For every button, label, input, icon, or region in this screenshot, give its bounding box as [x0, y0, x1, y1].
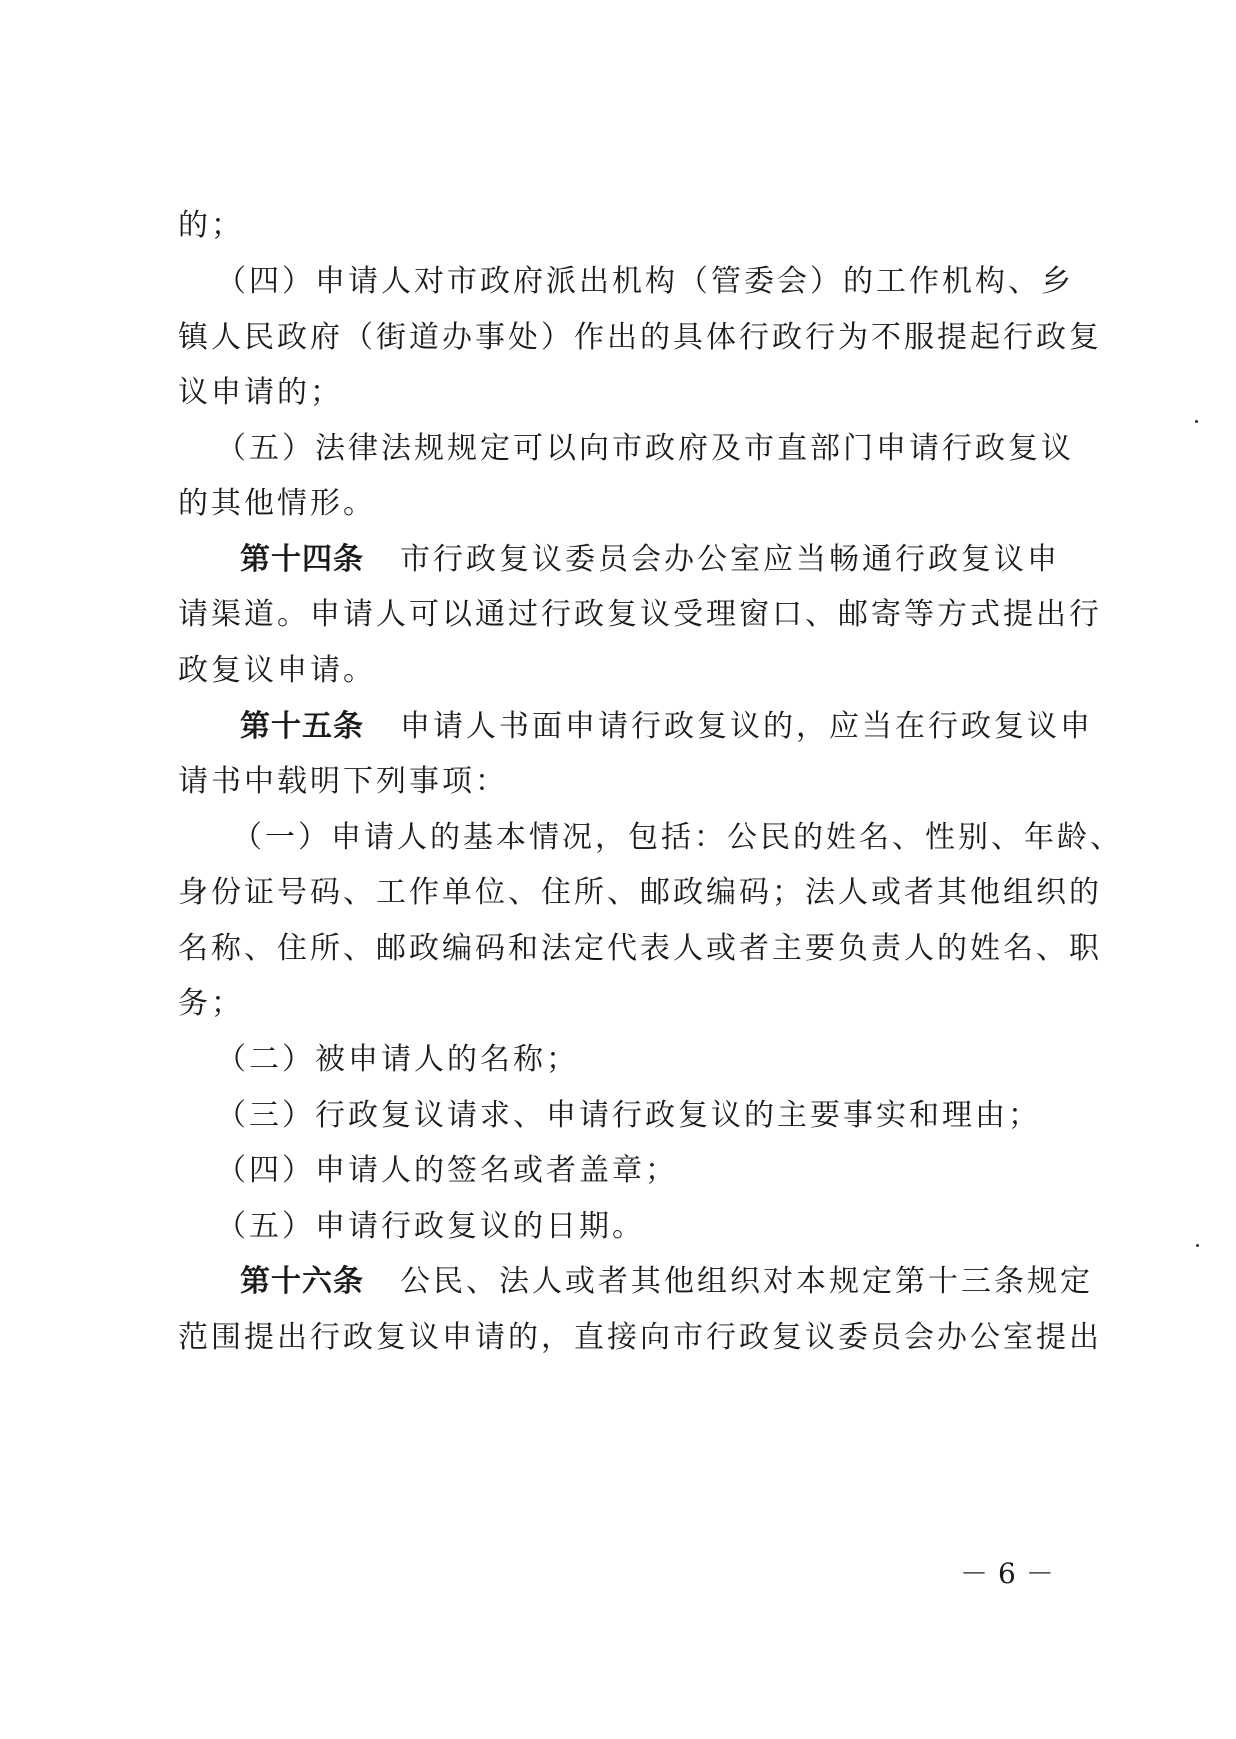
- article-16-title: 第十六条: [240, 1264, 364, 1299]
- text-line: （四）申请人的签名或者盖章；: [216, 1153, 678, 1188]
- article-15-text: 申请人书面申请行政复议的，应当在行政复议申: [400, 709, 1093, 744]
- text-line: 身份证号码、工作单位、住所、邮政编码；法人或者其他组织的: [178, 875, 1102, 910]
- text-line: 的其他情形。: [178, 486, 376, 521]
- text-line: 请书中载明下列事项：: [178, 764, 508, 799]
- text-line: 政复议申请。: [178, 653, 376, 688]
- article-16-first-line: [240, 1262, 1093, 1302]
- text-line: （四）申请人对市政府派出机构（管委会）的工作机构、乡: [216, 264, 1074, 299]
- scan-speck: [1195, 420, 1198, 423]
- text-line: （一）申请人的基本情况，包括：公民的姓名、性别、年龄、: [232, 820, 1123, 855]
- text-line: 镇人民政府（街道办事处）作出的具体行政行为不服提起行政复: [178, 320, 1102, 355]
- text-line: 的；: [178, 208, 244, 243]
- text-line: 范围提出行政复议申请的，直接向市行政复议委员会办公室提出: [178, 1320, 1102, 1355]
- text-line: （二）被申请人的名称；: [216, 1042, 579, 1077]
- article-16-text: 公民、法人或者其他组织对本规定第十三条规定: [400, 1264, 1093, 1299]
- article-14-first-line: [240, 540, 1060, 580]
- text-line: （五）法律法规规定可以向市政府及市直部门申请行政复议: [216, 431, 1074, 466]
- article-14-title: 第十四条: [240, 542, 364, 577]
- text-line: 议申请的；: [178, 375, 343, 410]
- text-line: （五）申请行政复议的日期。: [216, 1209, 645, 1244]
- text-line: 名称、住所、邮政编码和法定代表人或者主要负责人的姓名、职: [178, 931, 1102, 966]
- text-line: （三）行政复议请求、申请行政复议的主要事实和理由；: [216, 1098, 1041, 1133]
- text-line: 请渠道。申请人可以通过行政复议受理窗口、邮寄等方式提出行: [178, 597, 1102, 632]
- article-14-text: 市行政复议委员会办公室应当畅通行政复议申: [400, 542, 1060, 577]
- scan-speck: [1196, 1244, 1199, 1247]
- article-15-title: 第十五条: [240, 709, 364, 744]
- article-15-first-line: [240, 707, 1093, 747]
- text-line: 务；: [178, 986, 244, 1021]
- page-number: －6－: [960, 1557, 1064, 1590]
